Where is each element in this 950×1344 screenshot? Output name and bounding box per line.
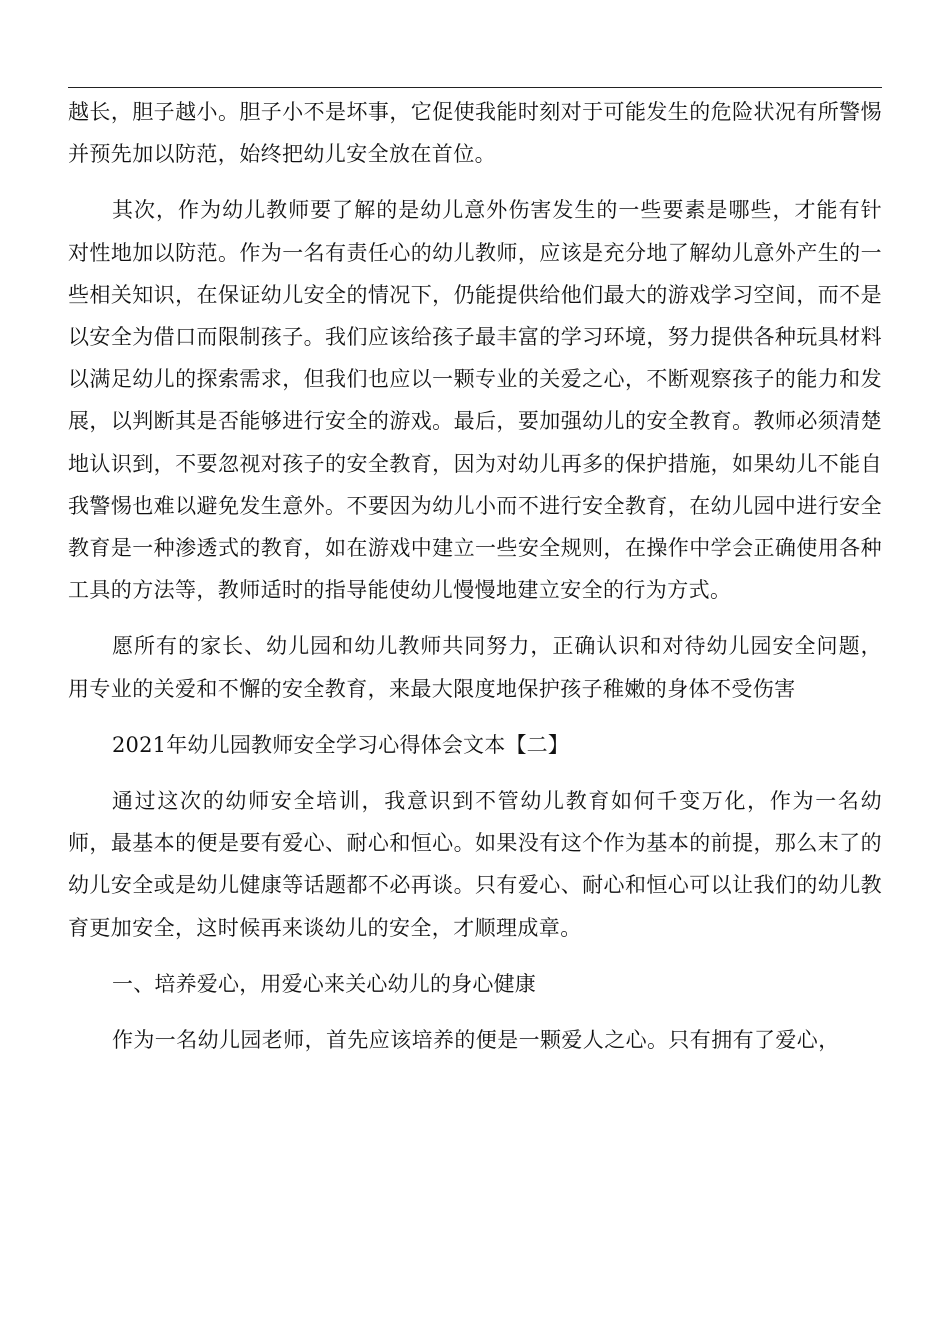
section-title: 2021年幼儿园教师安全学习心得体会文本【二】	[112, 732, 570, 757]
paragraph-intro: 通过这次的幼师安全培训，我意识到不管幼儿教育如何千变万化，作为一名幼师，最基本的便是要有爱心、耐心和恒心。如果没有这个作为基本的前提，那么末了的幼儿安全或是幼儿健康等话题都不必再谈。只有爱心、耐心和恒心可以让我们的幼儿教育更加安全，这时候再来谈幼儿的安全，才顺理成章。	[68, 789, 882, 940]
paragraph-continued: 越长，胆子越小。胆子小不是坏事，它促使我能时刻对于可能发生的危险状况有所警惕并预先加以防范，始终把幼儿安全放在首位。	[68, 100, 882, 167]
document-page	[68, 0, 882, 1344]
header-rule	[68, 87, 882, 88]
paragraph-wish: 愿所有的家长、幼儿园和幼儿教师共同努力，正确认识和对待幼儿园安全问题，用专业的关爱和不懈的安全教育，来最大限度地保护孩子稚嫩的身体不受伤害	[68, 634, 882, 701]
paragraph-point-one: 作为一名幼儿园老师，首先应该培养的便是一颗爱人之心。只有拥有了爱心，	[112, 1028, 840, 1053]
point-one-title: 一、培养爱心，用爱心来关心幼儿的身心健康	[112, 971, 536, 996]
document-body	[68, 91, 882, 1061]
paragraph-second-point: 其次，作为幼儿教师要了解的是幼儿意外伤害发生的一些要素是哪些，才能有针对性地加以防范。作为一名有责任心的幼儿教师，应该是充分地了解幼儿意外产生的一些相关知识，在保证幼儿安全的情况下，仍能提供给他们最大的游戏学习空间，而不是以安全为借口而限制孩子。我们应该给孩子最丰富的学习环境，努力提供各种玩具材料以满足幼儿的探索需求，但我们也应以一颗专业的关爱之心，不断观察孩子的能力和发展，以判断其是否能够进行安全的游戏。最后，要加强幼儿的安全教育。教师必须清楚地认识到，不要忽视对孩子的安全教育，因为对幼儿再多的保护措施，如果幼儿不能自我警惕也难以避免发生意外。不要因为幼儿小而不进行安全教育，在幼儿园中进行安全教育是一种渗透式的教育，如在游戏中建立一些安全规则，在操作中学会正确使用各种工具的方法等，教师适时的指导能使幼儿慢慢地建立安全的行为方式。	[68, 198, 882, 603]
